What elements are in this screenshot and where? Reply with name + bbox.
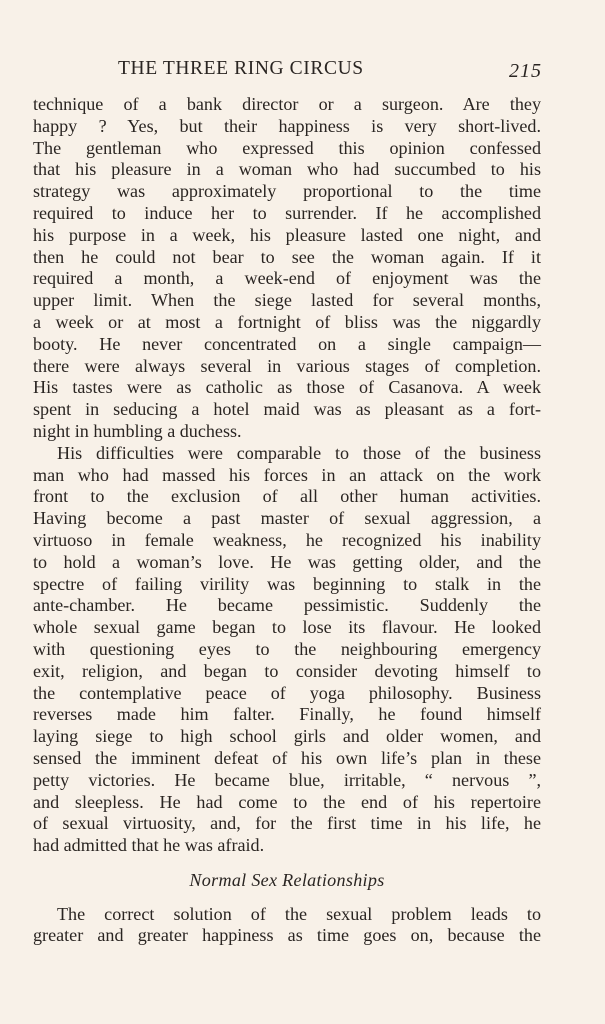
running-title: THE THREE RING CIRCUS	[118, 58, 364, 79]
paragraph	[33, 94, 541, 443]
text-line: reverses made him falter. Finally, he found himself	[33, 704, 541, 725]
text-line: sensed the imminent defeat of his own life’s plan in these	[33, 747, 541, 768]
paragraph	[33, 904, 541, 948]
text-line: petty victories. He became blue, irritable, “ nervous ”,	[33, 769, 541, 790]
text-line: spectre of failing virility was beginning to stalk in the	[33, 573, 541, 594]
text-line: exit, religion, and began to consider devoting himself to	[33, 660, 541, 681]
text-line: to hold a woman’s love. He was getting older, and the	[33, 551, 541, 572]
paragraph	[33, 443, 541, 857]
text-line: His tastes were as catholic as those of Casanova. A week	[33, 377, 541, 398]
text-line: His difficulties were comparable to those of the business	[57, 442, 541, 463]
text-line: The correct solution of the sexual problem leads to	[57, 903, 541, 924]
text-line: had admitted that he was afraid.	[33, 835, 265, 856]
text-line: his purpose in a week, his pleasure lasted one night, and	[33, 224, 541, 245]
text-line: required to induce her to surrender. If he accomplished	[33, 202, 541, 223]
text-line: the contemplative peace of yoga philosophy. Business	[33, 682, 541, 703]
text-line: booty. He never concentrated on a single campaign—	[33, 333, 541, 354]
text-line: whole sexual game began to lose its flavour. He looked	[33, 617, 541, 638]
running-head	[34, 58, 542, 88]
text-line: front to the exclusion of all other human activities.	[33, 486, 541, 507]
text-line: there were always several in various stages of completion.	[33, 355, 541, 376]
text-line: and sleepless. He had come to the end of his repertoire	[33, 791, 541, 812]
section-heading: Normal Sex Relationships	[189, 869, 385, 890]
text-line: a week or at most a fortnight of bliss was the niggardly	[33, 311, 541, 332]
text-line: Having become a past master of sexual aggression, a	[33, 508, 541, 529]
text-line: spent in seducing a hotel maid was as pleasant as a fort-	[33, 399, 541, 420]
text-line: man who had massed his forces in an attack on the work	[33, 464, 541, 485]
text-line: ante-chamber. He became pessimistic. Suddenly the	[33, 595, 541, 616]
text-line: then he could not bear to see the woman again. If it	[33, 246, 541, 267]
text-line: laying siege to high school girls and older women, and	[33, 726, 541, 747]
body-text	[33, 94, 541, 947]
text-line: virtuoso in female weakness, he recognized his inability	[33, 529, 541, 550]
text-line: required a month, a week-end of enjoyment was the	[33, 268, 541, 289]
text-line: that his pleasure in a woman who had succumbed to his	[33, 159, 541, 180]
text-line: strategy was approximately proportional to the time	[33, 181, 541, 202]
page-number: 215	[509, 60, 542, 82]
text-line: night in humbling a duchess.	[33, 420, 242, 441]
text-line: technique of a bank director or a surgeon. Are they	[33, 94, 541, 114]
text-line: The gentleman who expressed this opinion confessed	[33, 137, 541, 158]
text-line: greater and greater happiness as time goes on, because the	[33, 925, 541, 946]
text-line: of sexual virtuosity, and, for the first time in his life, he	[33, 813, 541, 834]
text-line: upper limit. When the siege lasted for several months,	[33, 290, 541, 311]
text-line: happy ? Yes, but their happiness is very short-lived.	[33, 115, 541, 136]
text-line: with questioning eyes to the neighbouring emergency	[33, 638, 541, 659]
